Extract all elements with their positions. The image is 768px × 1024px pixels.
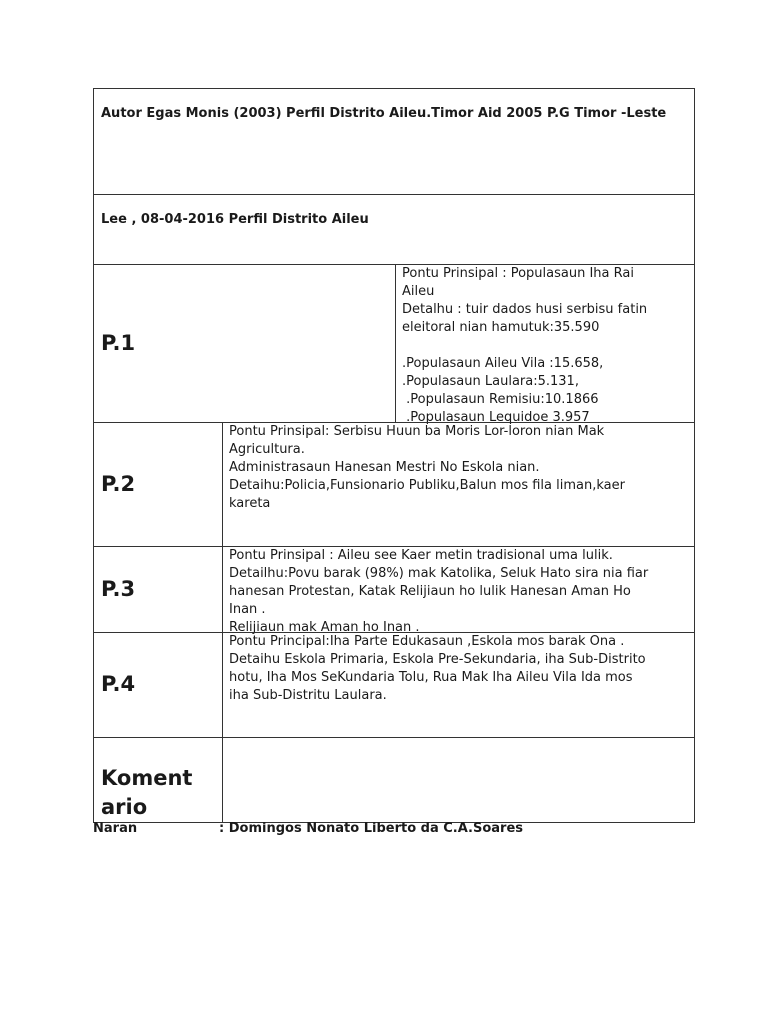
text-line: .Populasaun Lequidoe 3.957 (402, 410, 590, 425)
text-line: kareta (229, 496, 271, 511)
row-label: P.1 (94, 265, 396, 422)
text-line: .Populasaun Remisiu:10.1866 (402, 392, 599, 407)
name-label: Naran (93, 821, 138, 836)
table-row (93, 546, 695, 635)
text-line: Detaihu:Policia,Funsionario Publiku,Balun mos fila liman,kaer (229, 478, 625, 493)
komentario-label-line: Koment (101, 766, 193, 790)
text-line: Detailhu:Povu barak (98%) mak Katolika, Seluk Hato sira nia fiar (229, 566, 649, 581)
date-row (93, 194, 695, 264)
text-line: Pontu Prinsipal : Aileu see Kaer metin tradisional uma lulik. (229, 548, 613, 563)
komentario-text (223, 738, 694, 822)
text-line: eleitoral nian hamutuk:35.590 (402, 320, 600, 335)
text-line: Inan . (229, 602, 266, 617)
row-text (223, 547, 694, 635)
text-line: .Populasaun Laulara:5.131, (402, 374, 579, 389)
document-table (93, 88, 695, 823)
text-line: Aileu (402, 284, 435, 299)
text-line: Relijiaun mak Aman ho Inan . (229, 620, 420, 635)
row-label: P.4 (94, 633, 223, 737)
text-line: Pontu Prinsipal: Serbisu Huun ba Moris Lor-loron nian Mak (229, 424, 605, 439)
table-row (93, 632, 695, 737)
komentario-label-line: ario (101, 795, 148, 819)
blank-line (402, 337, 688, 355)
date-line: Lee , 08-04-2016 Perfil Distrito Aileu (101, 212, 369, 227)
author-row (93, 88, 695, 194)
text-line: .Populasaun Aileu Vila :15.658, (402, 356, 604, 371)
row-text (396, 265, 694, 425)
text-line: Pontu Principal:Iha Parte Edukasaun ,Eskola mos barak Ona . (229, 634, 625, 649)
text-line: Pontu Prinsipal : Populasaun Iha Rai (402, 266, 634, 281)
komentario-label (94, 738, 223, 822)
author-line: Autor Egas Monis (2003) Perfil Distrito Aileu.Timor Aid 2005 P.G Timor -Leste (101, 106, 667, 121)
row-text (223, 633, 694, 737)
text-line: Administrasaun Hanesan Mestri No Eskola nian. (229, 460, 540, 475)
text-line: hotu, Iha Mos SeKundaria Tolu, Rua Mak Iha Aileu Vila Ida mos (229, 670, 633, 685)
text-line: Agricultura. (229, 442, 305, 457)
row-text (223, 423, 694, 546)
table-row (93, 422, 695, 546)
name-value: : Domingos Nonato Liberto da C.A.Soares (219, 821, 524, 836)
komentario-row (93, 737, 695, 823)
text-line: iha Sub-Distritu Laulara. (229, 688, 387, 703)
text-line: hanesan Protestan, Katak Relijiaun ho lulik Hanesan Aman Ho (229, 584, 631, 599)
row-label: P.3 (94, 547, 223, 632)
row-label: P.2 (94, 423, 223, 546)
text-line: Detalhu : tuir dados husi serbisu fatin (402, 302, 648, 317)
text-line: Detaihu Eskola Primaria, Eskola Pre-Sekundaria, iha Sub-Distrito (229, 652, 646, 667)
table-row (93, 264, 695, 425)
